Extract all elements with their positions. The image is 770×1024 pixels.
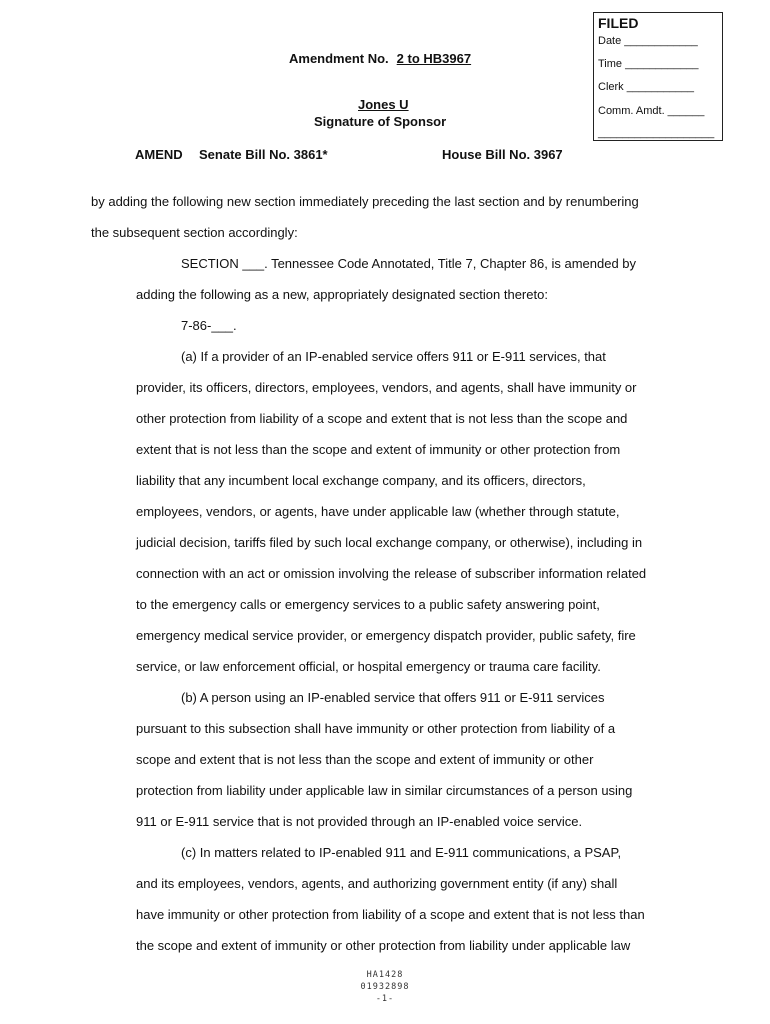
body-line: employees, vendors, or agents, have under applicable law (whether through statute, bbox=[136, 504, 620, 519]
body-line: 911 or E-911 service that is not provided through an IP-enabled voice service. bbox=[136, 814, 583, 829]
body-line: protection from liability under applicable law in similar circumstances of a person using bbox=[136, 783, 633, 798]
footer-code-1: HA1428 bbox=[366, 970, 404, 980]
filed-date: Date ____________ bbox=[598, 35, 698, 47]
page-number: -1- bbox=[375, 994, 395, 1004]
body-line: adding the following as a new, appropriately designated section thereto: bbox=[136, 287, 548, 302]
amend-label: AMEND bbox=[135, 147, 183, 162]
body-line: liability that any incumbent local exchange company, and its officers, directors, bbox=[136, 473, 586, 488]
body-line: to the emergency calls or emergency services to a public safety answering point, bbox=[136, 597, 600, 612]
filed-time: Time ____________ bbox=[598, 58, 699, 70]
amendment-label: Amendment No. bbox=[289, 51, 389, 66]
subsection-c: (c) In matters related to IP-enabled 911 and E-911 communications, a PSAP, bbox=[181, 845, 622, 860]
body-line: provider, its officers, directors, employees, vendors, and agents, shall have immunity or bbox=[136, 380, 637, 395]
amendment-number bbox=[289, 51, 471, 66]
sponsor-name: Jones U bbox=[358, 97, 409, 112]
body-line: other protection from liability of a scope and extent that is not less than the scope and bbox=[136, 411, 628, 426]
body-line: the subsequent section accordingly: bbox=[91, 225, 298, 240]
sponsor-label: Signature of Sponsor bbox=[314, 114, 447, 129]
subsection-a: (a) If a provider of an IP-enabled service offers 911 or E-911 services, that bbox=[181, 349, 606, 364]
filed-clerk: Clerk ___________ bbox=[598, 81, 695, 93]
amendment-number-value: 2 to HB3967 bbox=[396, 51, 472, 66]
body-line: by adding the following new section immediately preceding the last section and by renumbering bbox=[91, 194, 639, 209]
code-section-number: 7-86-___. bbox=[181, 318, 237, 333]
filed-stamp-box bbox=[593, 12, 723, 141]
body-line: extent that is not less than the scope and extent of immunity or other protection from bbox=[136, 442, 621, 457]
body-line: connection with an act or omission involving the release of subscriber information related bbox=[136, 566, 647, 581]
body-line: have immunity or other protection from liability of a scope and extent that is not less than bbox=[136, 907, 645, 922]
body-line: pursuant to this subsection shall have immunity or other protection from liability of a bbox=[136, 721, 616, 736]
filed-blank-line: ___________________ bbox=[598, 127, 715, 139]
house-bill: House Bill No. 3967 bbox=[442, 147, 563, 162]
senate-bill: Senate Bill No. 3861* bbox=[199, 147, 328, 162]
footer-code-2: 01932898 bbox=[360, 982, 410, 992]
body-line: scope and extent that is not less than the scope and extent of immunity or other bbox=[136, 752, 594, 767]
section-heading: SECTION ___. Tennessee Code Annotated, Title 7, Chapter 86, is amended by bbox=[181, 256, 637, 271]
filed-title: FILED bbox=[598, 15, 639, 31]
body-line: judicial decision, tariffs filed by such local exchange company, or otherwise), including in bbox=[136, 535, 643, 550]
body-line: the scope and extent of immunity or other protection from liability under applicable law bbox=[136, 938, 631, 953]
subsection-b: (b) A person using an IP-enabled service that offers 911 or E-911 services bbox=[181, 690, 605, 705]
body-line: and its employees, vendors, agents, and authorizing government entity (if any) shall bbox=[136, 876, 618, 891]
body-line: service, or law enforcement official, or hospital emergency or trauma care facility. bbox=[136, 659, 601, 674]
body-line: emergency medical service provider, or emergency dispatch provider, public safety, fire bbox=[136, 628, 636, 643]
filed-comm-amdt: Comm. Amdt. ______ bbox=[598, 105, 705, 117]
